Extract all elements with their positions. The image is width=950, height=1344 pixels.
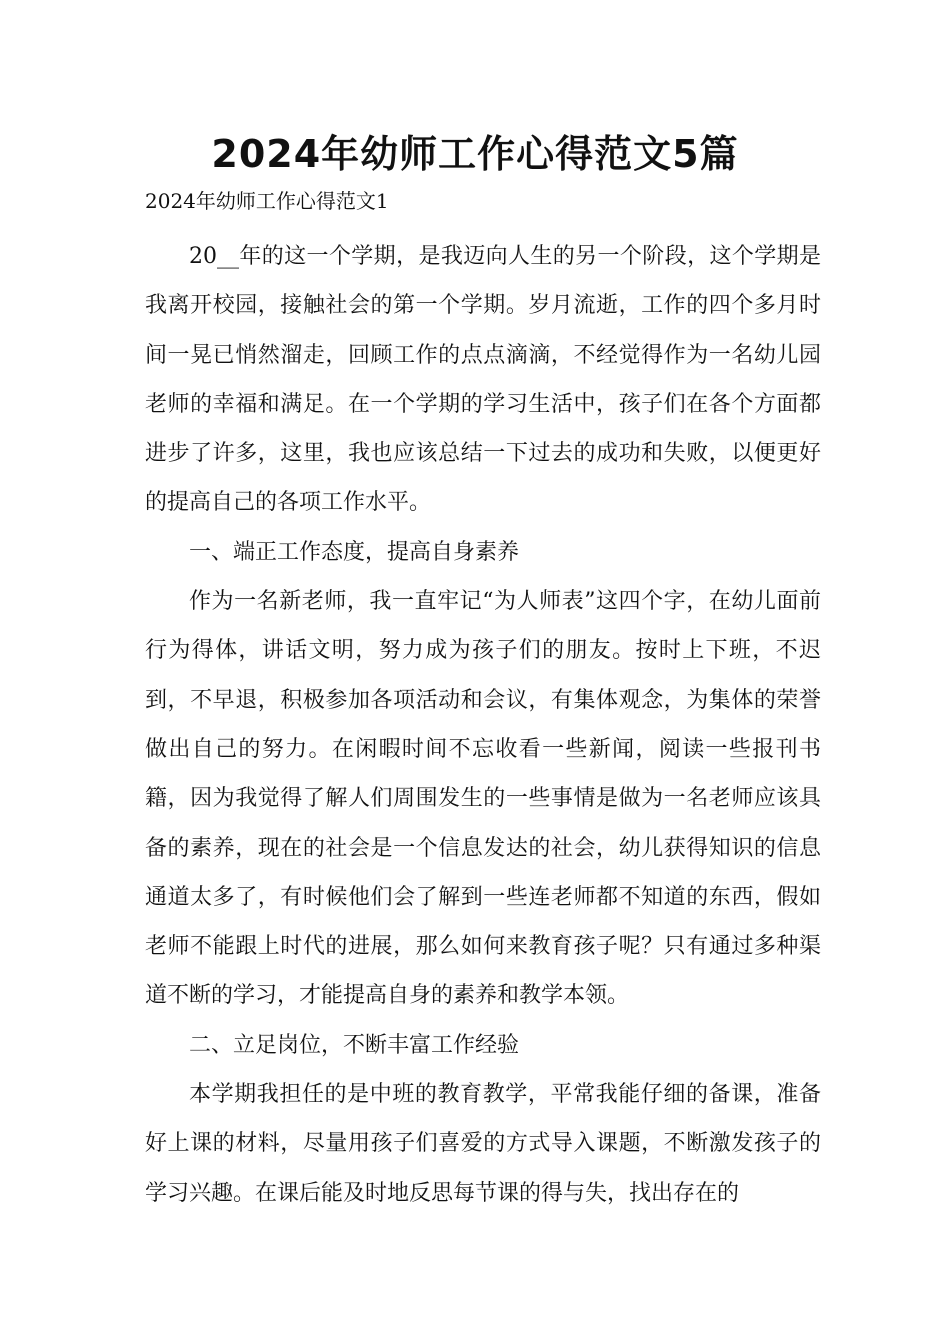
paragraph-section-1: 作为一名新老师，我一直牢记“为人师表”这四个字，在幼儿面前行为得体，讲话文明，努力成为孩子们的朋友。按时上下班，不迟到，不早退，积极参加各项活动和会议，有集体观念，为集体的荣誉做出自己的努力。在闲暇时间不忘收看一些新闻，阅读一些报刊书籍，因为我觉得了解人们周围发生的一些事情是做为一名老师应该具备的素养，现在的社会是一个信息发达的社会，幼儿获得知识的信息通道太多了，有时候他们会了解到一些连老师都不知道的东西，假如老师不能跟上时代的进展，那么如何来教育孩子呢？只有通过多种渠道不断的学习，才能提高自身的素养和教学本领。 <box>145 589 821 1009</box>
section-heading-2: 二、立足岗位，不断丰富工作经验 <box>189 1032 520 1058</box>
document-body <box>145 232 821 1218</box>
section-heading-1: 一、端正工作态度，提高自身素养 <box>189 539 520 565</box>
paragraph-section-2: 本学期我担任的是中班的教育教学，平常我能仔细的备课，准备好上课的材料，尽量用孩子们喜爱的方式导入课题，不断激发孩子的学习兴趣。在课后能及时地反思每节课的得与失，找出存在的 <box>145 1082 821 1206</box>
paragraph-intro: 20__年的这一个学期，是我迈向人生的另一个阶段，这个学期是我离开校园，接触社会的第一个学期。岁月流逝，工作的四个多月时间一晃已悄然溜走，回顾工作的点点滴滴，不经觉得作为一名幼儿园老师的幸福和满足。在一个学期的学习生活中，孩子们在各个方面都进步了许多，这里，我也应该总结一下过去的成功和失败，以便更好的提高自己的各项工作水平。 <box>145 244 821 516</box>
document-title: 2024年幼师工作心得范文5篇 <box>211 132 739 176</box>
document-subtitle: 2024年幼师工作心得范文1 <box>145 189 389 213</box>
